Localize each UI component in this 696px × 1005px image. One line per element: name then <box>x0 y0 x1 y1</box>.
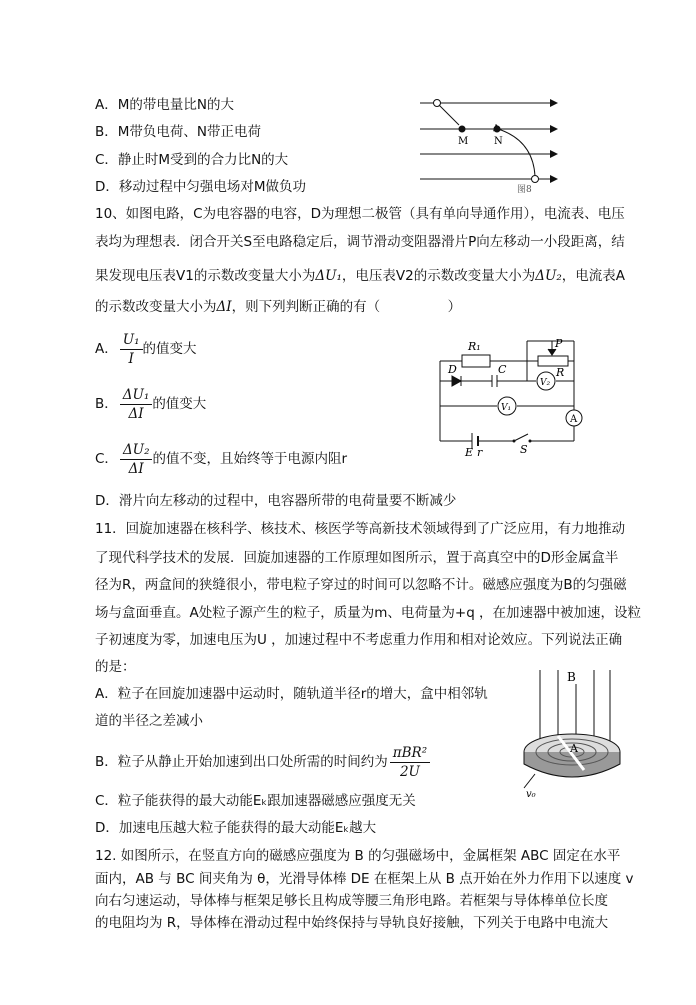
q10-option-d: D．滑片向左移动的过程中，电容器所带的电荷量要不断减少 <box>95 493 457 509</box>
q11-option-a-line-1: A．粒子在回旋加速器中运动时，随轨道半径r的增大，盒中相邻轨 <box>95 686 488 702</box>
figure-caption: 图8 <box>517 185 532 194</box>
q11-option-a-line-2: 道的半径之差减小 <box>95 713 203 729</box>
label-n: N <box>494 136 503 147</box>
q11-stem-line-1: 11．回旋加速器在核科学、核技术、核医学等高新技术领域得到了广泛应用，有力地推动 <box>95 521 626 537</box>
q11-stem-line-6: 的是： <box>95 659 136 675</box>
q11-option-d: D．加速电压越大粒子能获得的最大动能Eₖ越大 <box>95 820 377 836</box>
cyclotron-diagram <box>510 664 630 799</box>
q12-stem-line-1: 12. 如图所示，在竖直方向的磁感应强度为 B 的匀强磁场中，金属框架 ABC 固定在水平 <box>95 848 621 864</box>
q10-option-b: B． $\frac{\text{ΔU₁}}{\Delta I}$ 的值变大 <box>95 386 207 422</box>
q12-stem-line-4: 的电阻均为 R，导体棒在滑动过程中始终保持与导轨良好接触，下列关于电路中电流大 <box>95 915 609 931</box>
rheostat-r <box>538 356 568 366</box>
q11-stem-line-4: 场与盒面垂直。A处粒子源产生的粒子，质量为m、电荷量为+q ，在加速器中被加速，设粒 <box>95 605 642 621</box>
label-p: P <box>555 337 563 350</box>
q9-option-b: B．M带负电荷、N带正电荷 <box>95 124 262 140</box>
q11-option-b: B．粒子从静止开始加速到出口处所需的时间约为 $\frac{\text{πBR²}}{2U}$ <box>95 742 430 782</box>
q12-stem-line-3: 向右匀速运动，导体棒与框架足够长且构成等腰三角形电路。若框架与导体棒单位长度 <box>95 893 608 909</box>
label-d: D <box>448 363 457 376</box>
label-a-source: A <box>570 742 578 755</box>
figure-8-electric-field <box>415 92 565 194</box>
q11-stem-line-2: 了现代科学技术的发展．回旋加速器的工作原理如图所示，置于高真空中的D形金属盒半 <box>95 550 619 566</box>
switch <box>514 434 528 441</box>
charge-n <box>494 126 501 133</box>
label-m: M <box>458 136 469 147</box>
circuit-diagram <box>432 333 592 458</box>
label-b: B <box>567 670 576 684</box>
label-r: R <box>556 366 565 379</box>
path-n <box>501 130 535 176</box>
label-s: S <box>520 443 528 456</box>
label-r1: R₁ <box>468 340 481 353</box>
label-v1: V₁ <box>501 403 512 413</box>
charge-m <box>459 126 466 133</box>
q9-option-c: C．静止时M受到的合力比N的大 <box>95 152 289 168</box>
path-m <box>439 105 459 125</box>
label-rr: r <box>477 446 483 458</box>
q10-option-c: C． $\frac{\text{ΔU₂}}{\Delta I}$ 的值不变，且始终等于电源内阻r <box>95 441 348 477</box>
q10-stem-line-1: 10、如图电路，C为电容器的电容，D为理想二极管（具有单向导通作用），电流表、电压 <box>95 206 625 222</box>
q10-stem-line-4: 的示数改变量大小为ΔI，则下列判断正确的有（ ） <box>95 299 462 315</box>
q10-stem-line-3: 果发现电压表V1的示数改变量大小为ΔU₁，电压表V2的示数改变量大小为ΔU₂，电流表A <box>95 268 625 284</box>
q12-stem-line-2: 面内，AB 与 BC 间夹角为 θ，光滑导体棒 DE 在框架上从 B 点开始在外力作用下以速度 v <box>95 871 634 887</box>
label-v0: v₀ <box>526 789 536 799</box>
q11-stem-line-3: 径为R，两盒间的狭缝很小，带电粒子穿过的时间可以忽略不计。磁感应强度为B的匀强磁 <box>95 577 627 593</box>
q9-option-d: D．移动过程中匀强电场对M做负功 <box>95 179 307 195</box>
q9-option-a: A．M的带电量比N的大 <box>95 97 234 113</box>
label-a: A <box>570 414 578 425</box>
q11-stem-line-5: 子初速度为零，加速电压为U ，加速过程中不考虑重力作用和相对论效应。下列说法正确 <box>95 632 623 648</box>
label-e: E <box>465 446 474 458</box>
label-c: C <box>498 363 507 376</box>
label-v2: V₂ <box>540 378 551 388</box>
start-point-n <box>532 176 539 183</box>
q10-stem-line-2: 表均为理想表．闭合开关S至电路稳定后，调节滑动变阻器滑片P向左移动一小段距离，结 <box>95 234 625 250</box>
diode <box>452 376 461 386</box>
q11-option-c: C．粒子能获得的最大动能Eₖ跟加速器磁感应强度无关 <box>95 793 416 809</box>
q10-option-a: A． $\frac{\text{U₁}}{I}$ 的值变大 <box>95 331 197 367</box>
resistor-r1 <box>462 355 490 367</box>
